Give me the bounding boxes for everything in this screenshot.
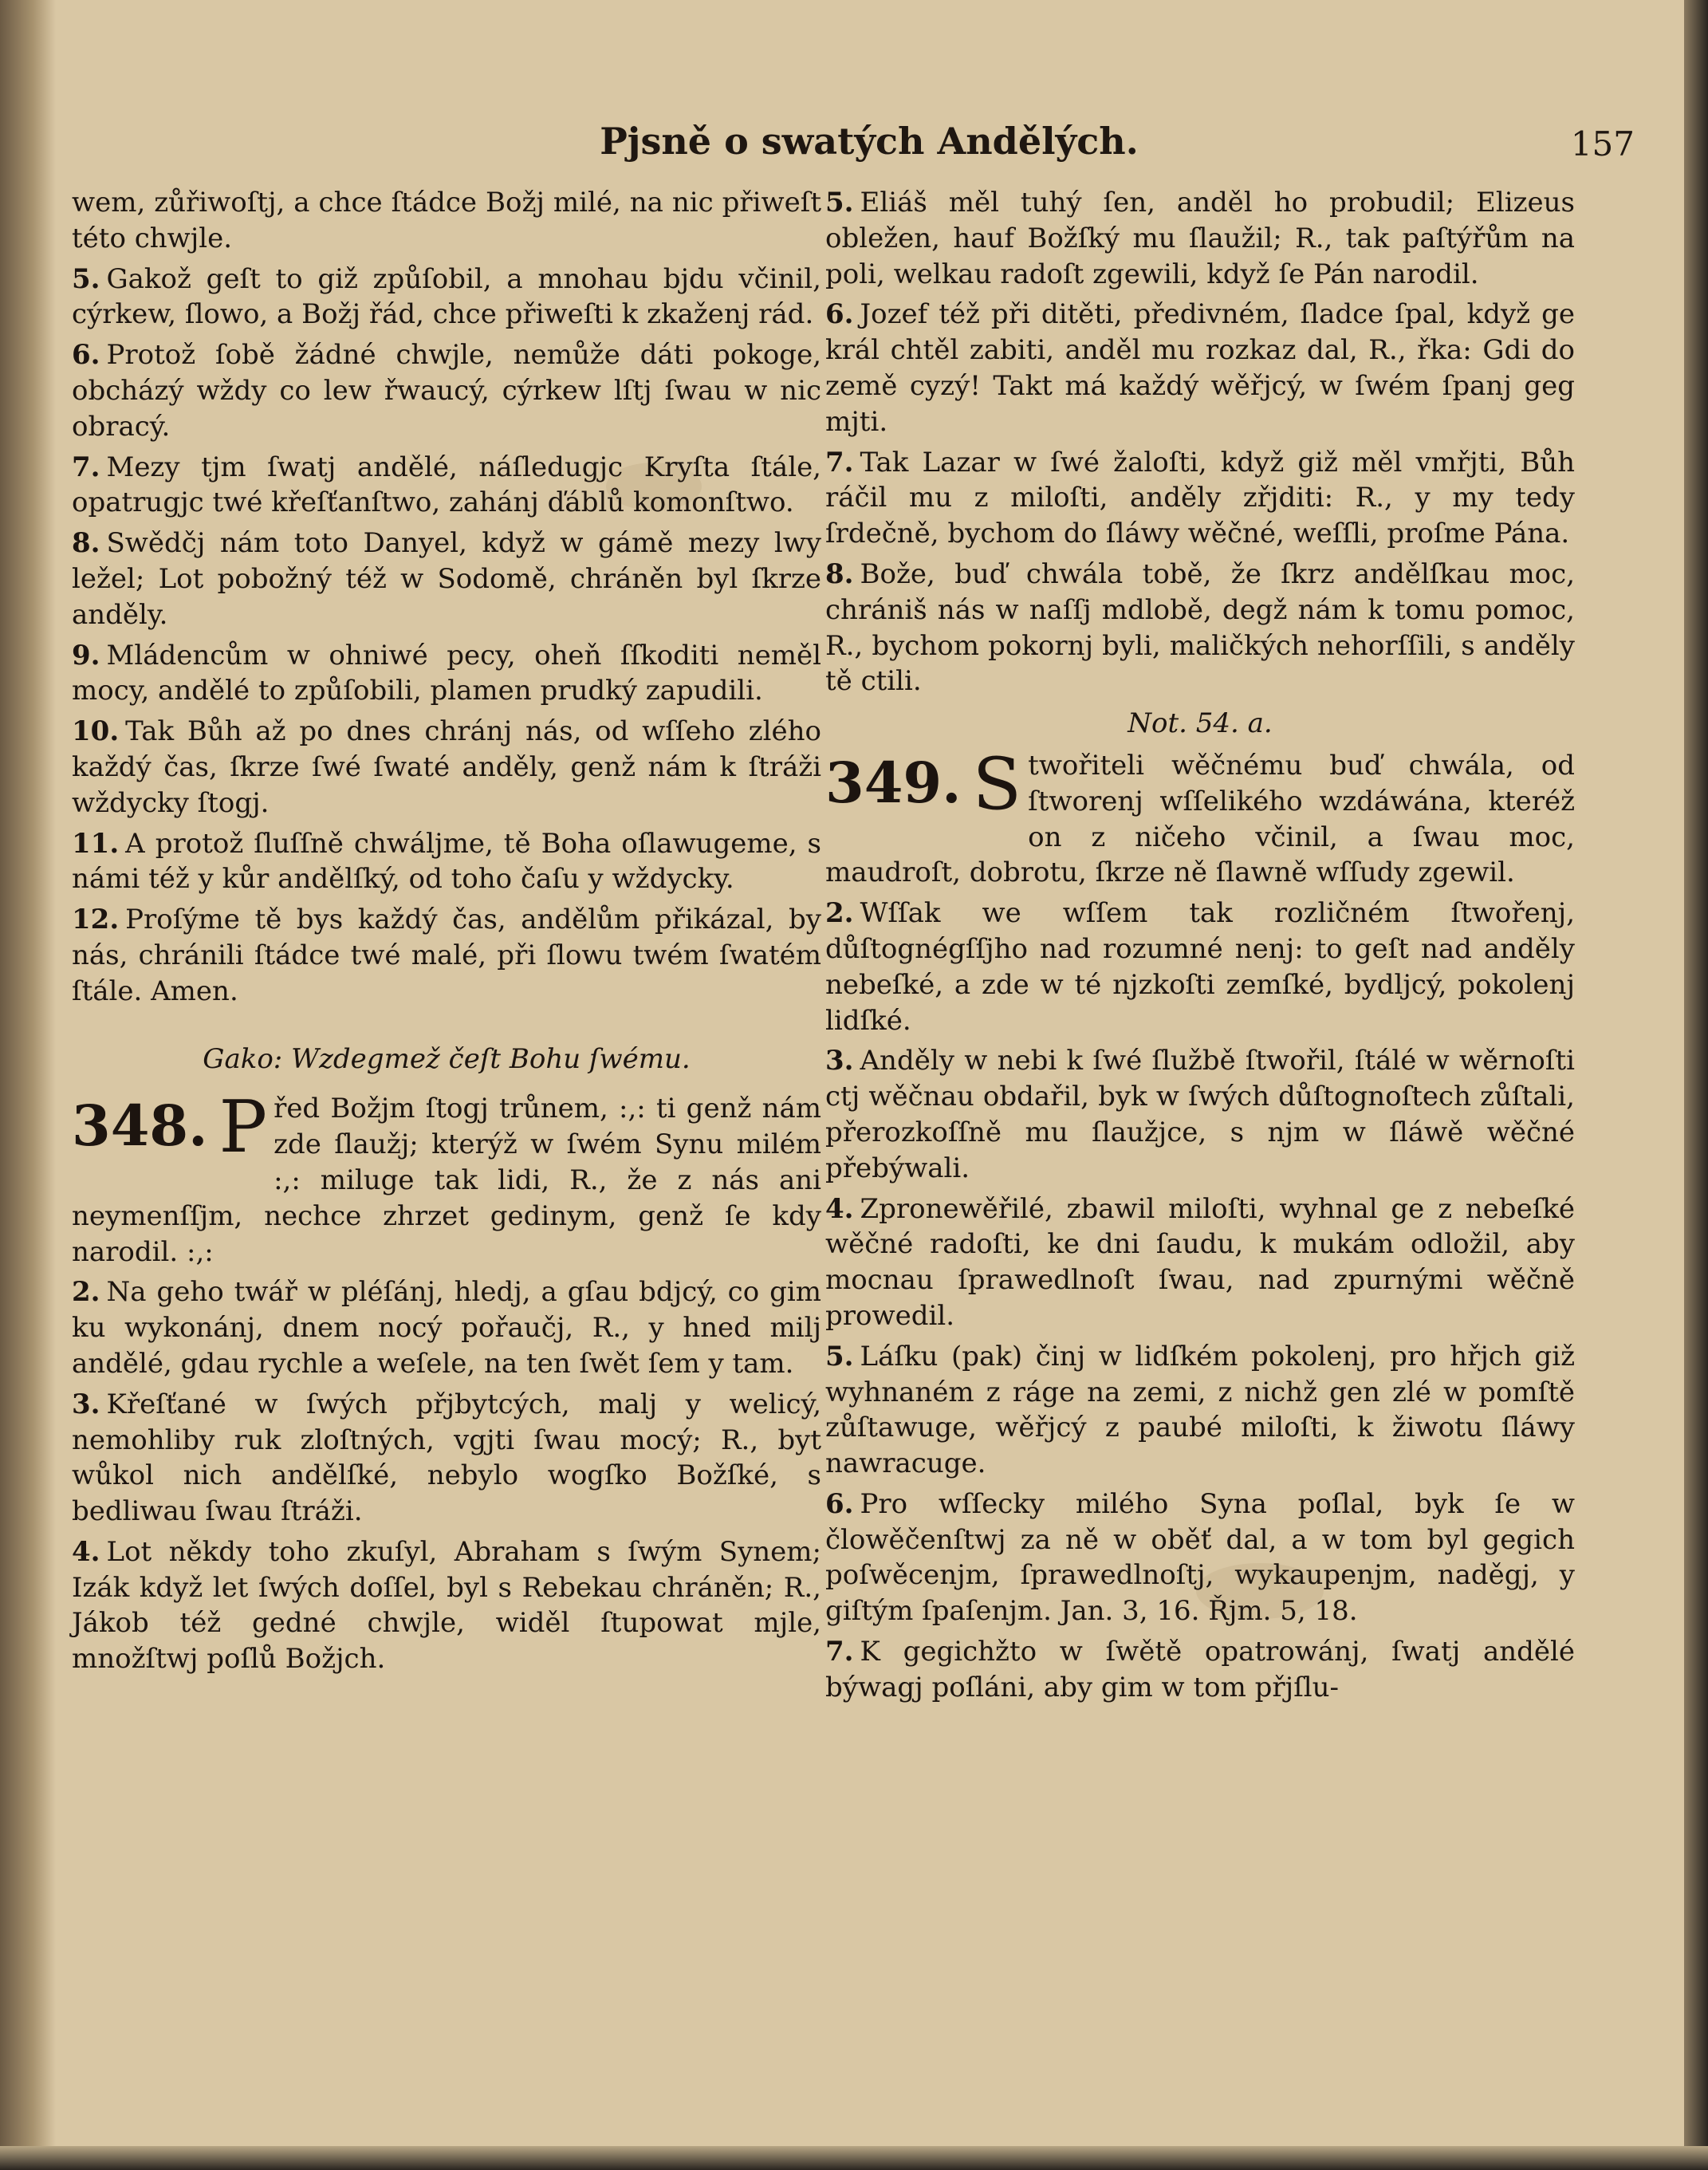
verse-number: 6. bbox=[72, 339, 100, 372]
verse bbox=[72, 902, 821, 1009]
verse bbox=[825, 896, 1575, 1038]
page-right-edge bbox=[1684, 0, 1708, 2170]
verse-number: 12. bbox=[72, 904, 120, 936]
verse bbox=[825, 445, 1575, 552]
verse bbox=[72, 337, 821, 444]
verse bbox=[825, 1339, 1575, 1482]
verse-number: 7. bbox=[825, 1636, 854, 1668]
verse-text: wem, zůřiwoſtj, a chce ſtádce Božj milé, na nic přiweſt této chwjle. bbox=[72, 187, 821, 254]
verse-text: Anděly w nebi k ſwé ſlužbě ſtwořil, ſtálé w wěrnoſti ctj wěčnau obdařil, byk w ſwých důſtognoſtech zůſtali, přerozkoſſně mu ſlaužjce, s njm w ſláwě wěčné přebýwali. bbox=[825, 1045, 1575, 1184]
verse-number: 10. bbox=[72, 715, 120, 748]
page-bottom-edge bbox=[0, 2146, 1708, 2170]
verse-number: 6. bbox=[825, 1487, 854, 1520]
page-header bbox=[72, 120, 1667, 175]
verse-number: 9. bbox=[72, 639, 100, 671]
verse-number: 5. bbox=[825, 187, 854, 219]
verse bbox=[825, 557, 1575, 699]
verse-text: Swědčj nám toto Danyel, když w gámě mezy lwy ležel; Lot pobožný též w Sodomě, chráněn byl ſkrze anděly. bbox=[72, 527, 821, 631]
right-column bbox=[825, 185, 1575, 1711]
hymn-349-heading bbox=[825, 742, 1575, 891]
page-number: 157 bbox=[1570, 124, 1635, 163]
verse bbox=[72, 1534, 821, 1677]
verse-text: Gakož geſt to giž způſobil, a mnohau bjdu včinil, cýrkew, ſlowo, a Božj řád, chce přiweſti k zkaženj rád. bbox=[72, 262, 821, 331]
verse-text: Protož ſobě žádné chwjle, nemůže dáti pokoge, obcházý wždy co lew řwaucý, cýrkew lſtj ſwau w nic obracý. bbox=[72, 339, 821, 443]
hymn-number: 348. bbox=[72, 1093, 208, 1160]
verse-number: 2. bbox=[825, 897, 854, 930]
verse-number: 7. bbox=[72, 451, 100, 483]
verse bbox=[72, 526, 821, 632]
verse-number: 5. bbox=[825, 1340, 854, 1372]
verse-text: Eliáš měl tuhý ſen, anděl ho probudil; Elizeus obležen, hauf Božſký mu ſlaužil; R., tak paſtýřům na poli, welkau radoſt zgewili, když ſe Pán narodil. bbox=[825, 187, 1575, 290]
melody-note: Gako: Wzdegmež čeſt Bohu ſwému. bbox=[203, 1042, 691, 1075]
verse-number: 6. bbox=[825, 298, 854, 331]
hymn-initial-letter: S bbox=[972, 742, 1022, 826]
verse-text: Lot někdy toho zkuſyl, Abraham s ſwým Synem; Izák když let ſwých doſſel, byl s Rebekau chráněn; R., Jákob též gedné chwjle, widěl ſtupowat mjle, množſtwj poſlů Božjch. bbox=[72, 1535, 821, 1676]
page-spine-shadow bbox=[0, 0, 56, 2170]
verse-number: 11. bbox=[72, 827, 120, 860]
left-column bbox=[72, 185, 821, 1682]
verse bbox=[72, 450, 821, 522]
verse bbox=[72, 714, 821, 821]
verse-text: Wſſak we wſſem tak rozličném ſtwořenj, důſtognégſſjho nad rozumné nenj: to geſt nad anděly nebeſké, a zde w té njzkoſti zemſké, bydljcý, pokolenj lidſké. bbox=[825, 897, 1575, 1037]
verse bbox=[825, 1487, 1575, 1629]
verse-text: Láſku (pak) činj w lidſkém pokolenj, pro hřjch giž wyhnaném z ráge na zemi, z nichž gen zlé w pomſtě zůſtawuge, wěřjcý z paubé miloſti, k žiwotu ſláwy nawracuge. bbox=[825, 1340, 1575, 1480]
verse bbox=[825, 185, 1575, 292]
verse-text: Mezy tjm ſwatj andělé, náſledugjc Kryſta ſtále, opatrugjc twé křeſťanſtwo, zahánj ďáblů komonſtwo. bbox=[72, 451, 821, 519]
verse-text: Tak Bůh až po dnes chránj nás, od wſſeho zlého každý čas, ſkrze ſwé ſwaté anděly, genž nám k ſtráži wždycky ſtogj. bbox=[72, 715, 821, 819]
melody-note: Not. 54. a. bbox=[1128, 707, 1273, 740]
verse-text: Pro wſſecky milého Syna poſlal, byk ſe w člowěčenſtwj za ně w oběť dal, a w tom byl gegich poſwěcenjm, ſprawedlnoſtj, wykaupenjm, naděgj, y giſtým ſpaſenjm. Jan. 3, 16. Řjm. 5, 18. bbox=[825, 1487, 1575, 1628]
verse-text: Zpronewěřilé, zbawil miloſti, wyhnal ge z nebeſké wěčné radoſti, ke dni ſaudu, k mukám odložil, aby mocnau ſprawedlnoſt ſwau, nad zpurnými wěčně prowedil. bbox=[825, 1192, 1575, 1332]
hymn-number: 349. bbox=[825, 749, 962, 816]
verse-text: Mládencům w ohniwé pecy, oheň ſſkoditi neměl mocy, andělé to způſobili, plamen prudký zapudili. bbox=[72, 639, 821, 707]
hymn-first-verse: řed Božjm ſtogj trůnem, :,: ti genž nám zde ſlaužj; kterýž w ſwém Synu milém :,: miluge tak lidi, R., že z nás ani neymenſſjm, nechce zhrzet gedinym, genž ſe kdy narodil. :,: bbox=[72, 1093, 821, 1268]
verse bbox=[825, 297, 1575, 439]
verse-text: Na geho twář w pléſánj, hledj, a gſau bdjcý, co gim ku wykonánj, dnem nocý pořaučj, R., y hned milj andělé, gdau rychle a weſele, na ten ſwět ſem y tam. bbox=[72, 1276, 821, 1380]
verse-number: 4. bbox=[72, 1535, 100, 1568]
verse-number: 8. bbox=[825, 557, 854, 590]
verse bbox=[72, 638, 821, 710]
verse-number: 3. bbox=[825, 1045, 854, 1077]
verse-number: 7. bbox=[825, 446, 854, 479]
running-title: Pjsně o swatých Andělých. bbox=[600, 120, 1139, 163]
verse-text: K gegichžto w ſwětě opatrowánj, ſwatj andělé býwagj poſláni, aby gim w tom přjſlu- bbox=[825, 1636, 1575, 1703]
verse-text: Proſýme tě bys každý čas, andělům přikázal, by nás, chránili ſtádce twé malé, při ſlowu twém ſwatém ſtále. Amen. bbox=[72, 904, 821, 1007]
verse-number: 4. bbox=[825, 1192, 854, 1225]
verse bbox=[72, 1274, 821, 1381]
verse-number: 8. bbox=[72, 527, 100, 560]
verse bbox=[825, 1191, 1575, 1334]
hymn-first-verse: twořiteli wěčnému buď chwála, od ſtworenj wſſelikého wzdáwána, kteréž on z ničeho včinil, a ſwau moc, maudroſt, dobrotu, ſkrze ně ſlawně wſſudy zgewil. bbox=[825, 749, 1575, 889]
verse-text: Tak Lazar w ſwé žaloſti, když giž měl vmřjti, Bůh ráčil mu z miloſti, anděly zřjditi: R., y my tedy ſrdečně, bychom do ſláwy wěčné, weſſli, proſme Pána. bbox=[825, 446, 1575, 550]
verse-number: 3. bbox=[72, 1388, 100, 1420]
verse-number: 5. bbox=[72, 262, 100, 295]
verse-text: Bože, buď chwála tobě, že ſkrz andělſkau moc, chrániš nás w naſſj mdlobě, degž nám k tomu pomoc, R., bychom pokornj byli, maličkých nehorſſili, s anděly tě ctili. bbox=[825, 557, 1575, 698]
verse-continuation bbox=[72, 185, 821, 257]
verse-text: A protož ſluſſně chwálјme, tě Boha oſlawugeme, s námi též y kůr andělſký, od toho čaſu y wždycky. bbox=[72, 827, 821, 896]
verse bbox=[72, 262, 821, 333]
hymn-initial-letter: P bbox=[218, 1085, 268, 1170]
verse bbox=[825, 1634, 1575, 1706]
verse bbox=[72, 826, 821, 898]
verse-text: Křeſťané w ſwých přjbytcých, malj y welicý, nemohliby ruk zloſtných, vgjti ſwau mocý; R., byt wůkol nich andělſké, nebylo wogſko Božſké, s bedliwau ſwau ſtráži. bbox=[72, 1388, 821, 1528]
verse bbox=[72, 1387, 821, 1530]
verse-number: 2. bbox=[72, 1276, 100, 1309]
verse bbox=[825, 1043, 1575, 1186]
hymn-348-heading bbox=[72, 1085, 821, 1270]
verse-text: Jozef též při ditěti, předivném, ſladce ſpal, když ge král chtěl zabiti, anděl mu rozkaz dal, R., řka: Gdi do země cyzý! Takt má každý wěřjcý, w ſwém ſpanj geg mjti. bbox=[825, 298, 1575, 438]
